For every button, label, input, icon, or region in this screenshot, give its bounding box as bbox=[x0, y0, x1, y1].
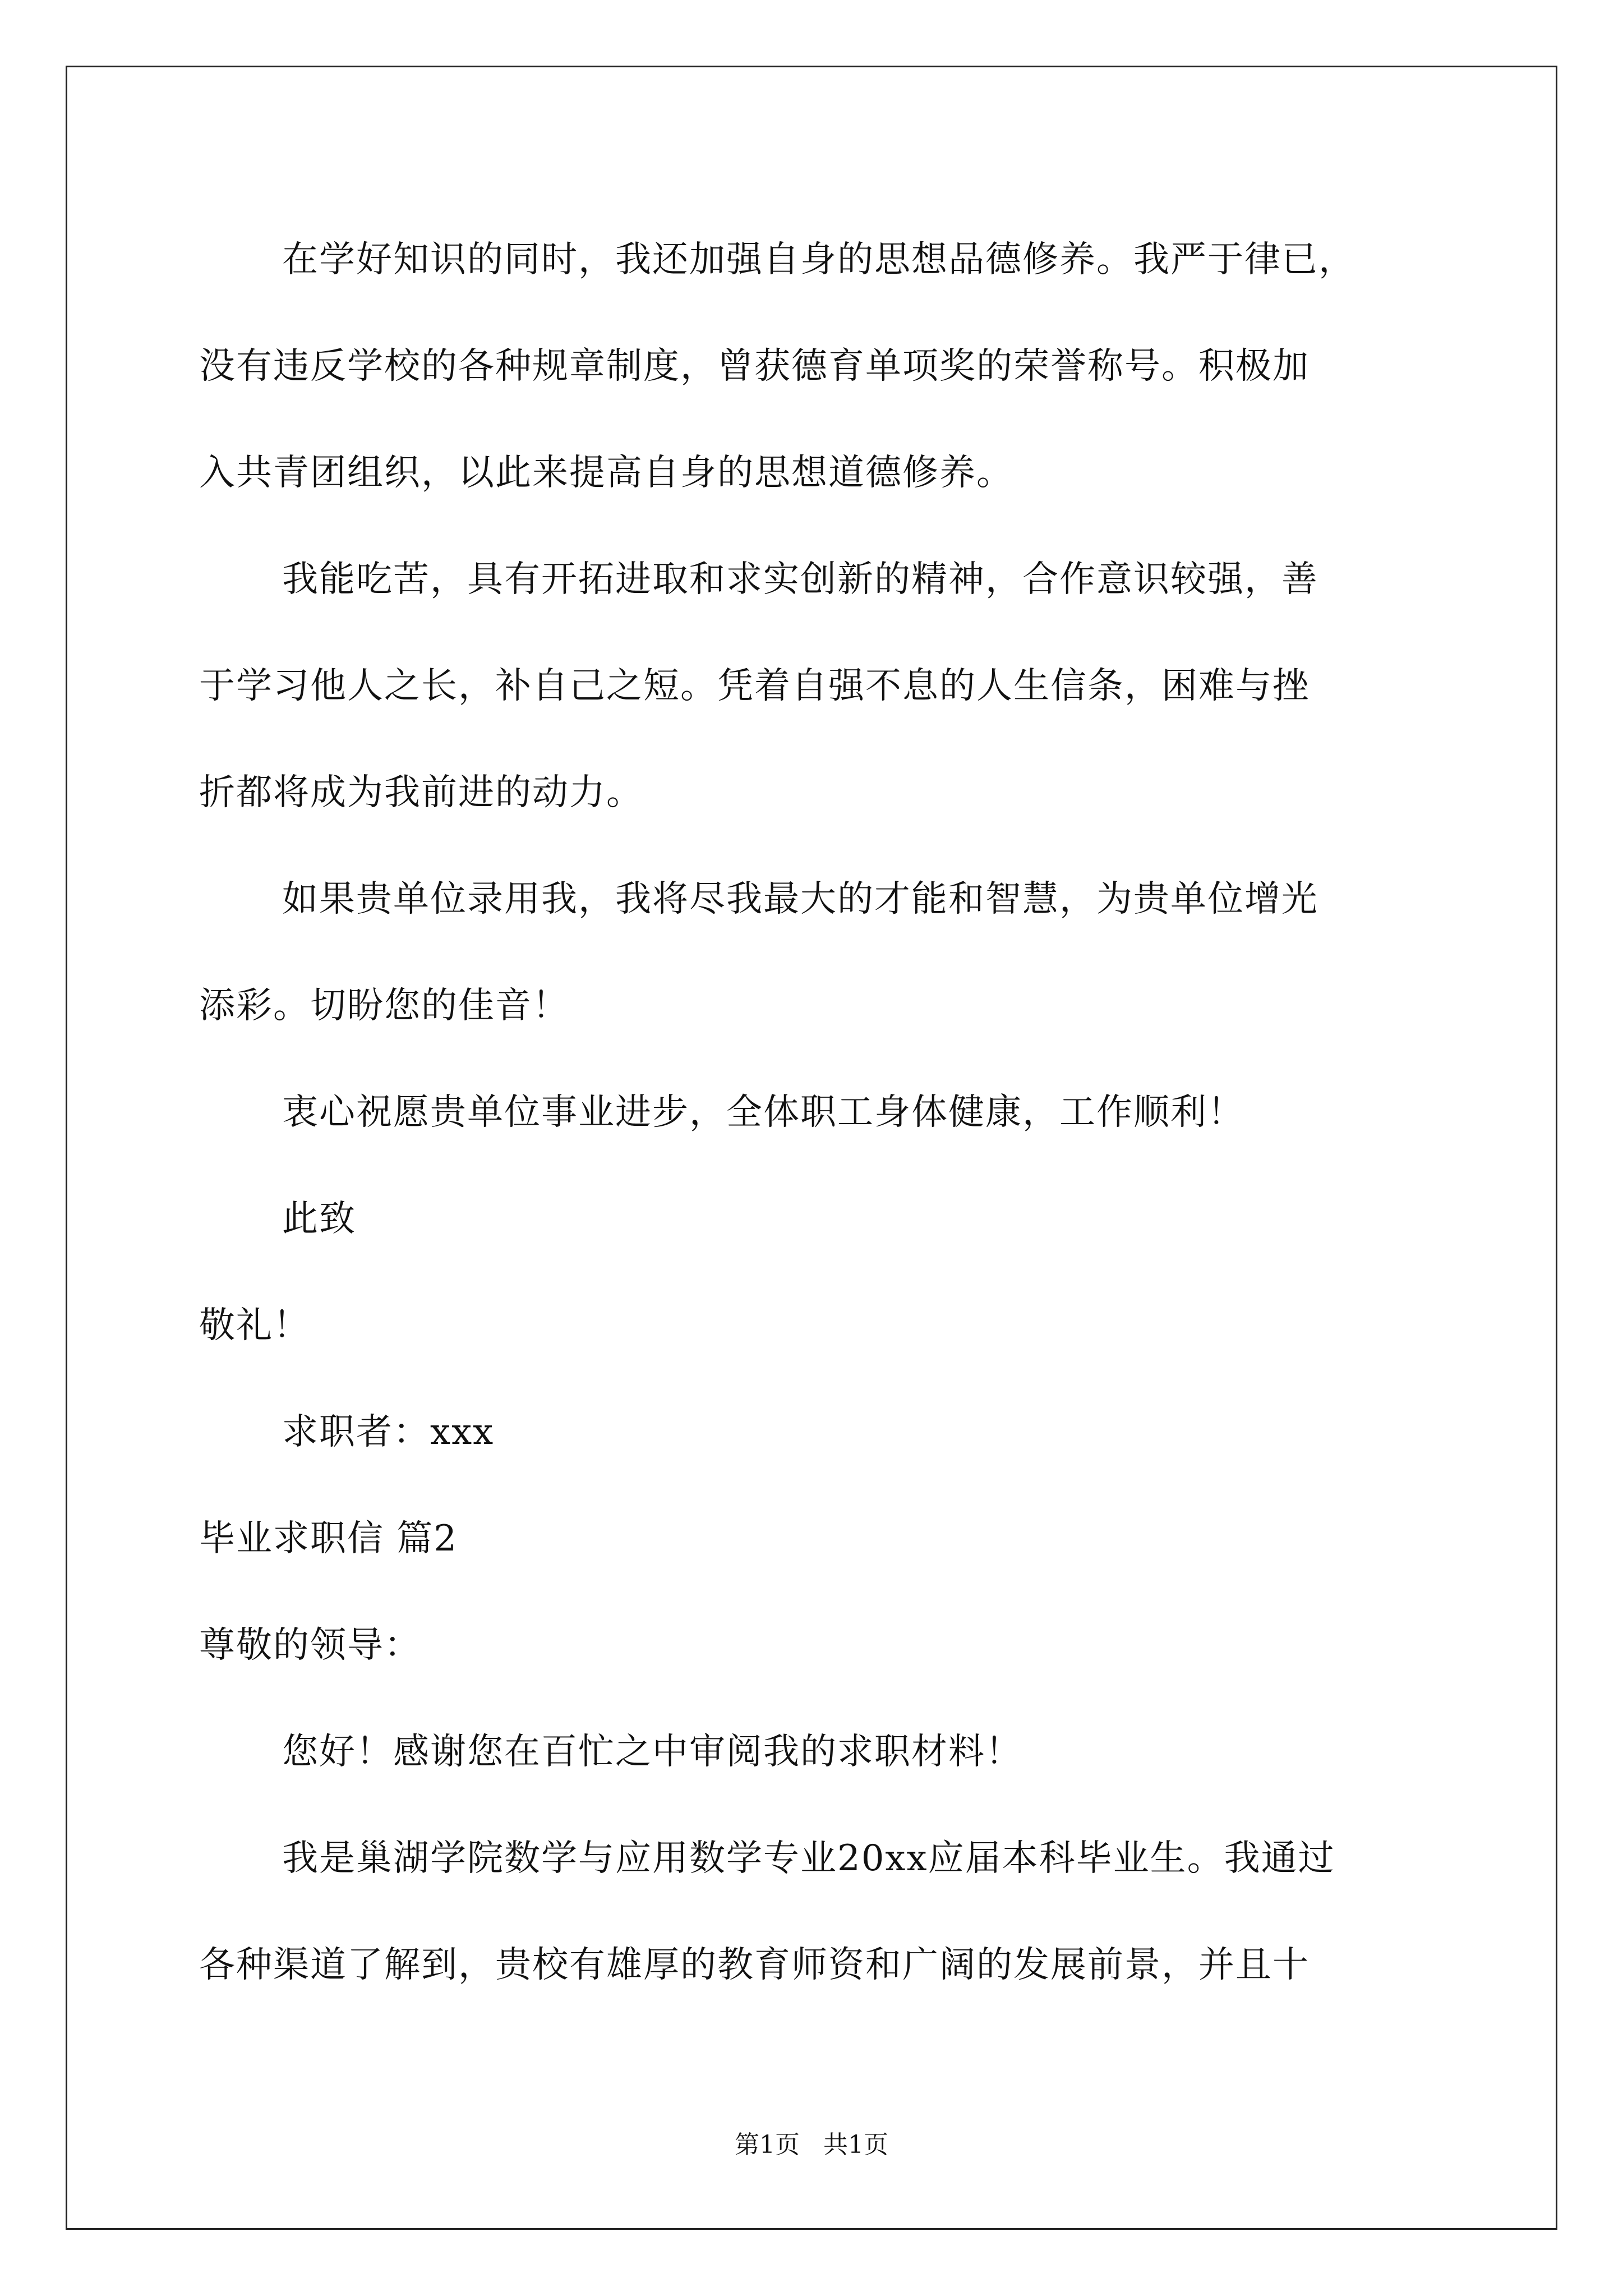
section-heading: 毕业求职信 篇2 bbox=[199, 1518, 458, 1559]
text-line-15: 您好！感谢您在百忙之中审阅我的求职材料！ bbox=[282, 1731, 1022, 1773]
text-line-1: 在学好知识的同时，我还加强自身的思想品德修养。我严于律已， bbox=[282, 239, 1355, 280]
salutation-regards: 敬礼！ bbox=[199, 1305, 310, 1346]
text-line-7: 如果贵单位录用我，我将尽我最大的才能和智慧，为贵单位增光 bbox=[282, 878, 1318, 920]
greeting-line: 尊敬的领导： bbox=[199, 1625, 421, 1666]
text-line-17: 各种渠道了解到，贵校有雄厚的教育师资和广阔的发展前景，并且十 bbox=[199, 1944, 1310, 1986]
signature-line: 求职者：xxx bbox=[282, 1411, 495, 1453]
page-number: 第1页 bbox=[735, 2131, 800, 2159]
salutation-closing: 此致 bbox=[282, 1198, 356, 1240]
page-footer bbox=[0, 2128, 1623, 2162]
text-line-8: 添彩。切盼您的佳音！ bbox=[199, 985, 569, 1027]
text-line-16: 我是巢湖学院数学与应用数学专业20xx应届本科毕业生。我通过 bbox=[282, 1838, 1335, 1879]
document-body bbox=[199, 206, 1427, 2018]
text-line-6: 折都将成为我前进的动力。 bbox=[199, 772, 643, 813]
text-line-5: 于学习他人之长，补自己之短。凭着自强不息的人生信条，困难与挫 bbox=[199, 665, 1310, 707]
text-line-9: 衷心祝愿贵单位事业进步，全体职工身体健康，工作顺利！ bbox=[282, 1092, 1244, 1133]
text-line-3: 入共青团组织，以此来提高自身的思想道德修养。 bbox=[199, 452, 1013, 494]
text-line-2: 没有违反学校的各种规章制度，曾获德育单项奖的荣誉称号。积极加 bbox=[199, 346, 1310, 387]
page-total: 共1页 bbox=[823, 2131, 888, 2159]
text-line-4: 我能吃苦，具有开拓进取和求实创新的精神，合作意识较强，善 bbox=[282, 559, 1318, 600]
